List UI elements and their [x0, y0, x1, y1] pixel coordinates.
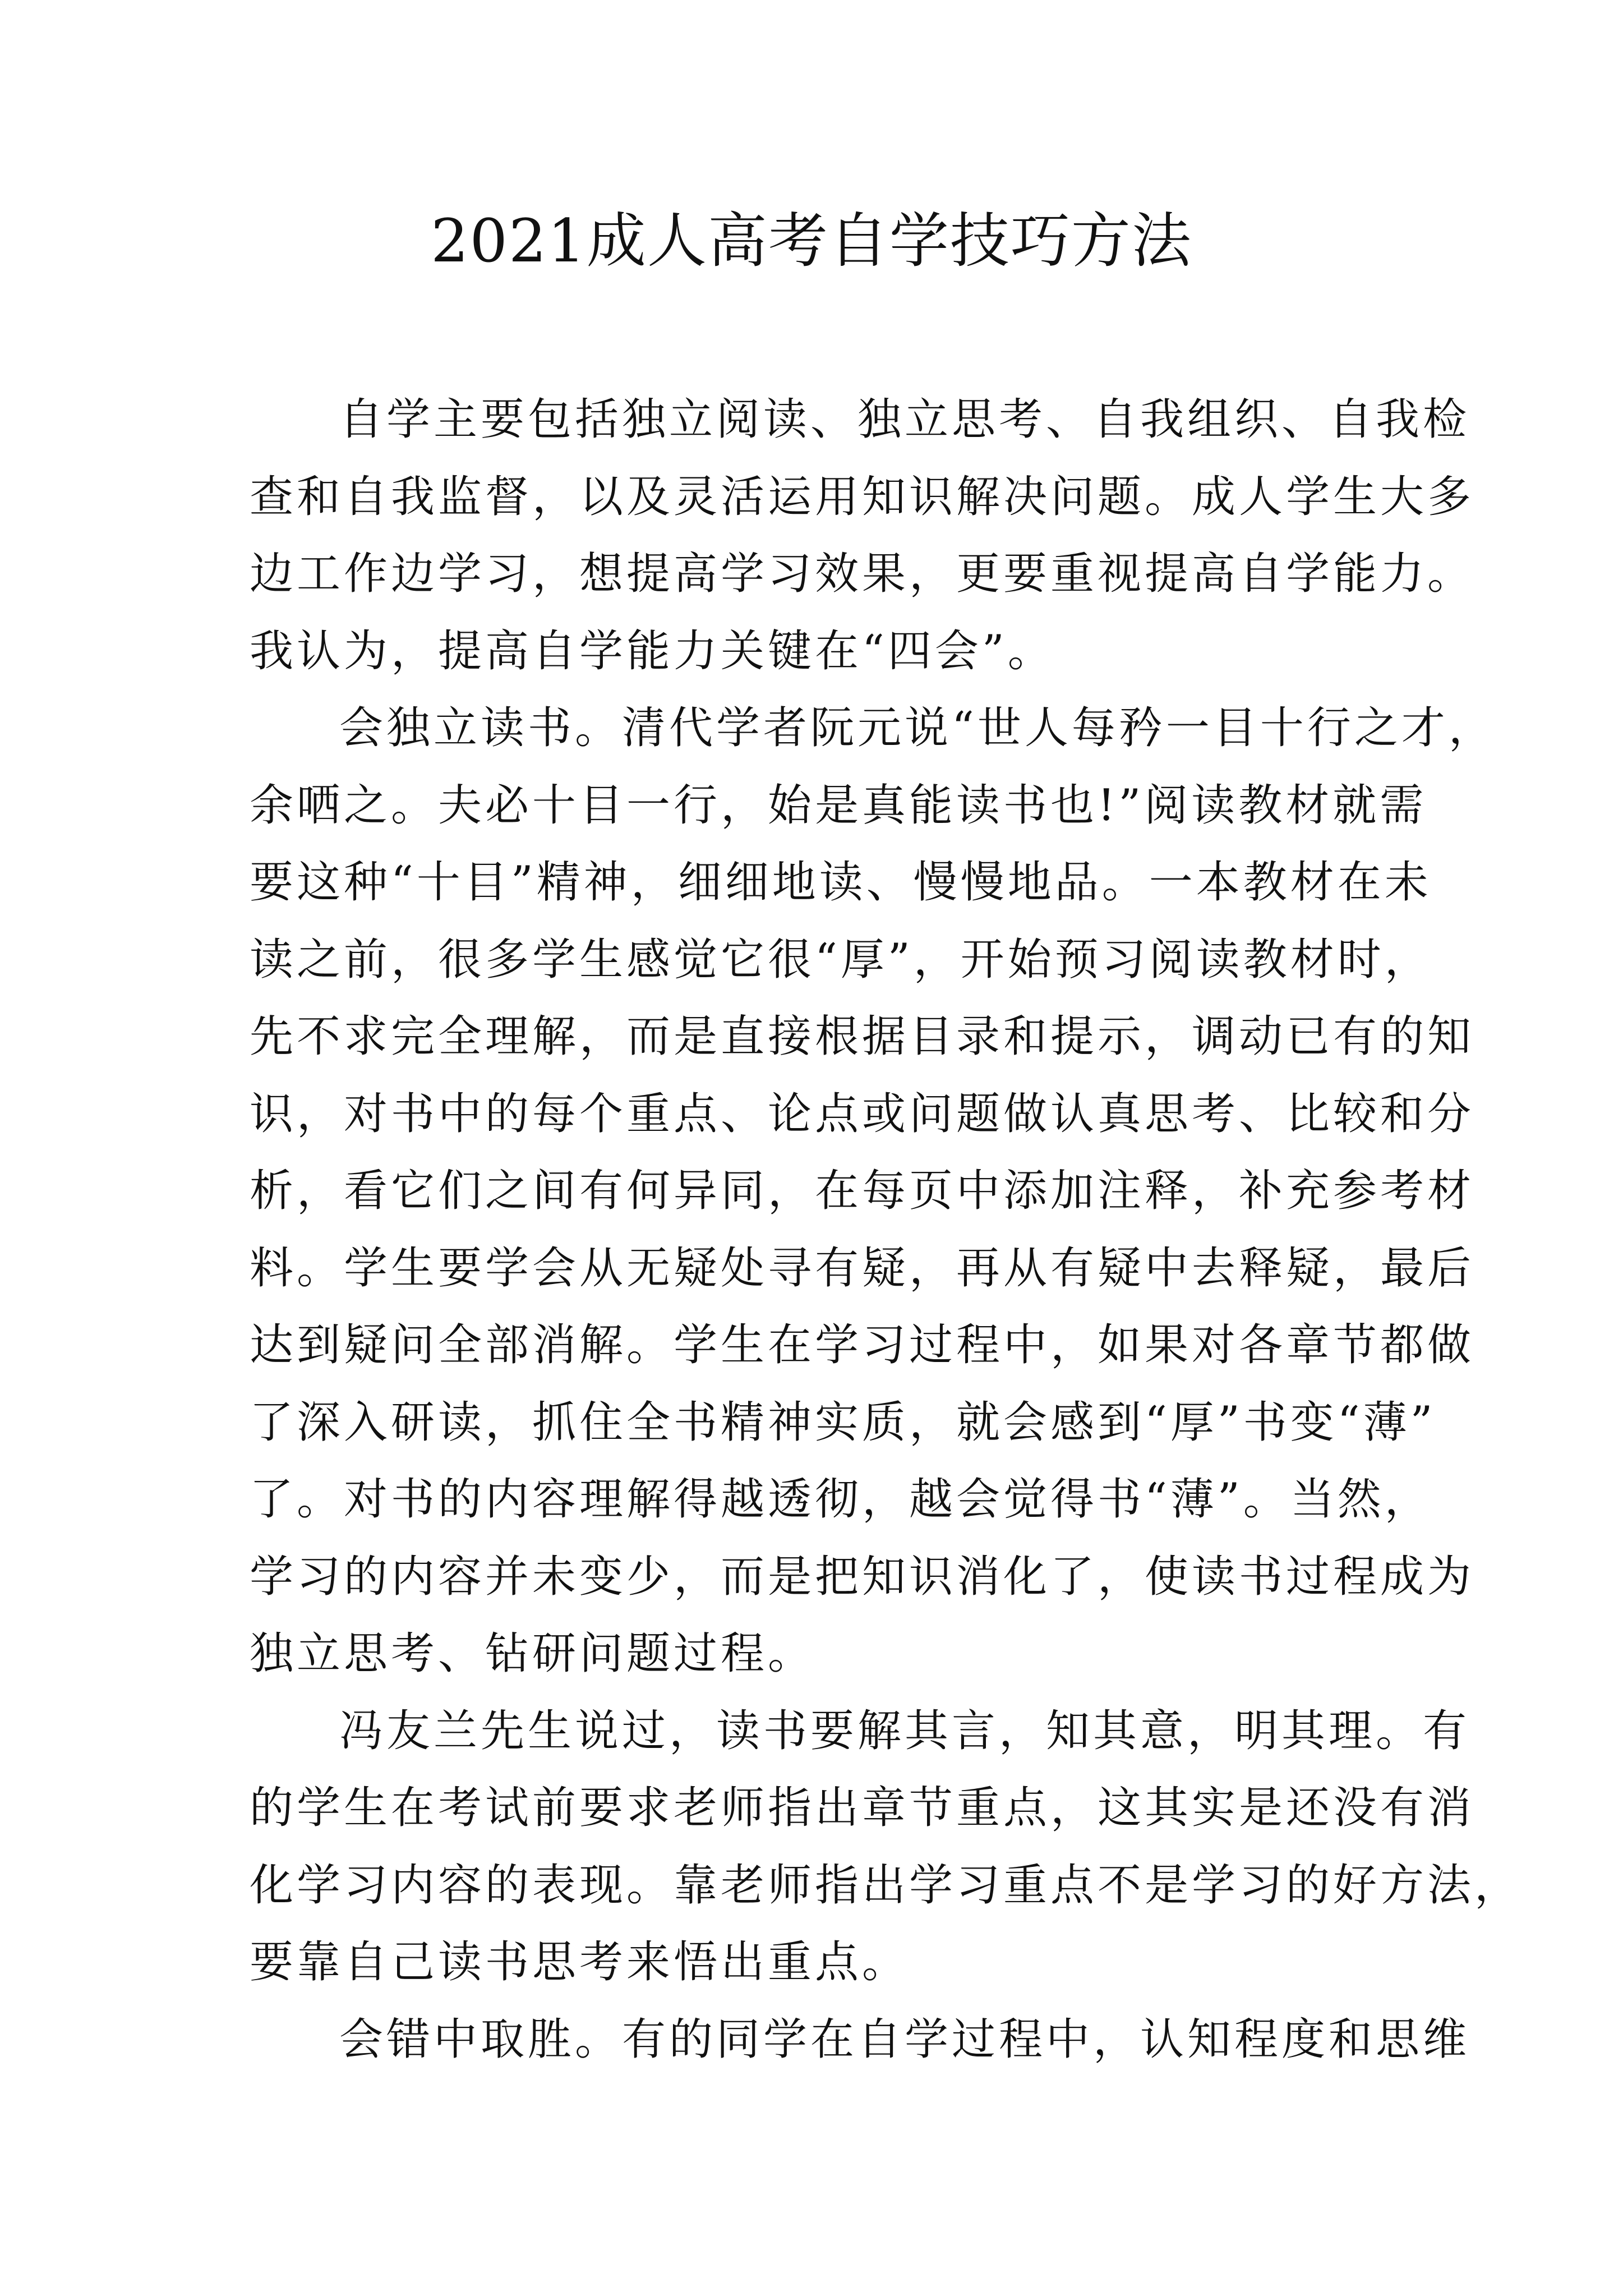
document-body [250, 381, 1522, 2078]
paragraph-2-line-1: 会独立读书。清代学者阮元说“世人每矜一目十行之才， [339, 703, 1496, 753]
paragraph-1-line-1: 自学主要包括独立阅读、独立思考、自我组织、自我检 [339, 394, 1470, 445]
paragraph-2-line-13: 独立思考、钻研问题过程。 [250, 1628, 815, 1679]
paragraph-2-line-7: 析，看它们之间有何异同，在每页中添加注释，补充参考材 [250, 1166, 1475, 1216]
paragraph-1-line-4: 我认为，提高自学能力关键在“四会”。 [250, 625, 1055, 677]
paragraph-1-line-2: 查和自我监督，以及灵活运用知识解决问题。成人学生大多 [250, 471, 1475, 522]
paragraph-2-line-9: 达到疑问全部消解。学生在学习过程中，如果对各章节都做 [250, 1320, 1475, 1370]
paragraph-3-line-2: 的学生在考试前要求老师指出章节重点，这其实是还没有消 [250, 1783, 1475, 1833]
document-title: 2021成人高考自学技巧方法 [431, 206, 1192, 275]
paragraph-3-line-4: 要靠自己读书思考来悟出重点。 [250, 1937, 910, 1987]
paragraph-3-line-3: 化学习内容的表现。靠老师指出学习重点不是学习的好方法， [250, 1860, 1522, 1911]
paragraph-2-line-5: 先不求完全理解，而是直接根据目录和提示，调动已有的知 [250, 1011, 1475, 1062]
paragraph-3-line-1: 冯友兰先生说过，读书要解其言，知其意，明其理。有 [339, 1705, 1470, 1756]
paragraph-2-line-10: 了深入研读，抓住全书精神实质，就会感到“厚”书变“薄” [250, 1397, 1436, 1448]
paragraph-2-line-2: 余哂之。夫必十目一行，始是真能读书也!”阅读教材就需 [250, 780, 1427, 831]
paragraph-1-line-3: 边工作边学习，想提高学习效果，更要重视提高自学能力。 [250, 549, 1475, 599]
paragraph-2-line-12: 学习的内容并未变少，而是把知识消化了，使读书过程成为 [250, 1551, 1475, 1602]
paragraph-2-line-6: 识，对书中的每个重点、论点或问题做认真思考、比较和分 [250, 1088, 1475, 1139]
paragraph-4-line-1: 会错中取胜。有的同学在自学过程中，认知程度和思维 [339, 2014, 1470, 2065]
paragraph-2-line-8: 料。学生要学会从无疑处寻有疑，再从有疑中去释疑，最后 [250, 1243, 1475, 1294]
paragraph-2-line-4: 读之前，很多学生感觉它很“厚”，开始预习阅读教材时， [250, 934, 1432, 985]
paragraph-2-line-11: 了。对书的内容理解得越透彻，越会觉得书“薄”。当然， [250, 1474, 1432, 1525]
paragraph-2-line-3: 要这种“十目”精神，细细地读、慢慢地品。一本教材在未 [250, 857, 1432, 908]
